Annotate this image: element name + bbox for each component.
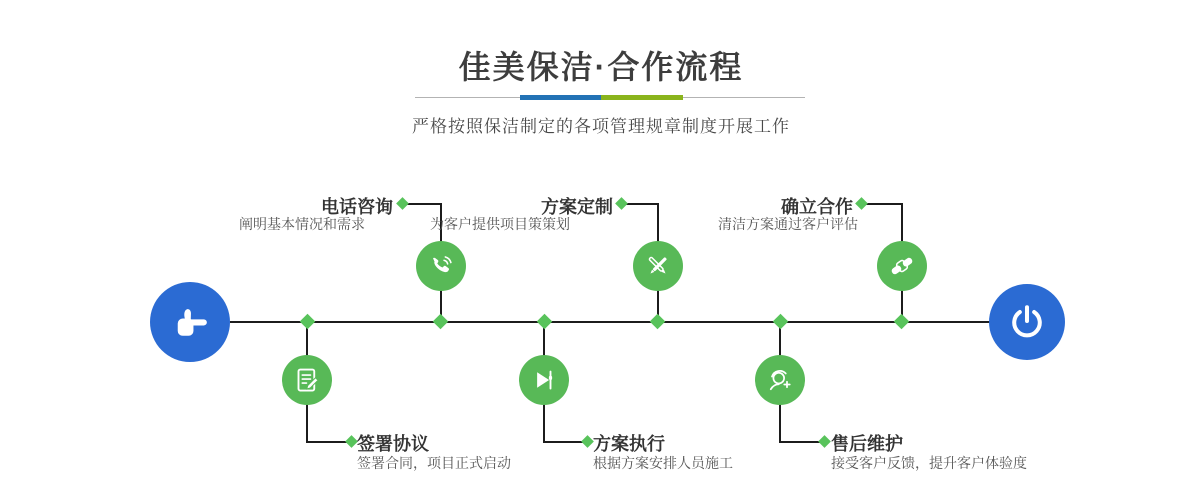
pointing-hand-icon bbox=[167, 299, 213, 345]
play-slider-icon bbox=[529, 365, 559, 395]
title-divider-green-segment bbox=[601, 95, 683, 100]
customer-service-icon bbox=[765, 365, 795, 395]
step-node bbox=[519, 355, 569, 405]
timeline-marker-diamond bbox=[773, 314, 789, 330]
handshake-icon bbox=[887, 251, 917, 281]
contract-icon bbox=[292, 365, 322, 395]
timeline-marker-diamond bbox=[650, 314, 666, 330]
title-divider-blue-segment bbox=[520, 95, 601, 100]
step-node bbox=[633, 241, 683, 291]
label-marker-diamond bbox=[581, 435, 594, 448]
step-title: 方案定制 bbox=[541, 197, 613, 217]
step-title: 确立合作 bbox=[781, 197, 853, 217]
step-title: 签署协议 bbox=[357, 434, 429, 454]
label-marker-diamond bbox=[818, 435, 831, 448]
timeline-marker-diamond bbox=[894, 314, 910, 330]
connector-horizontal bbox=[862, 203, 903, 205]
step-node bbox=[282, 355, 332, 405]
flow-end-node bbox=[989, 284, 1065, 360]
connector-horizontal bbox=[544, 441, 586, 443]
step-title: 售后维护 bbox=[831, 434, 903, 454]
step-node bbox=[877, 241, 927, 291]
crossed-pencils-icon bbox=[643, 251, 673, 281]
label-marker-diamond bbox=[855, 197, 868, 210]
step-subtitle: 阐明基本情况和需求 bbox=[239, 216, 365, 232]
timeline-marker-diamond bbox=[537, 314, 553, 330]
label-marker-diamond bbox=[345, 435, 358, 448]
page-title: 佳美保洁·合作流程 bbox=[458, 49, 744, 85]
step-node bbox=[755, 355, 805, 405]
step-subtitle: 根据方案安排人员施工 bbox=[593, 455, 733, 471]
timeline-marker-diamond bbox=[300, 314, 316, 330]
step-subtitle: 为客户提供项目策策划 bbox=[430, 216, 570, 232]
phone-icon bbox=[426, 251, 456, 281]
connector-horizontal bbox=[307, 441, 350, 443]
flow-start-node bbox=[150, 282, 230, 362]
step-subtitle: 清洁方案通过客户评估 bbox=[718, 216, 858, 232]
step-title: 电话咨询 bbox=[321, 197, 393, 217]
power-icon bbox=[1006, 301, 1048, 343]
label-marker-diamond bbox=[615, 197, 628, 210]
step-subtitle: 签署合同，项目正式启动 bbox=[357, 455, 511, 471]
step-title: 方案执行 bbox=[593, 434, 665, 454]
label-marker-diamond bbox=[396, 197, 409, 210]
timeline-main-line bbox=[230, 321, 990, 323]
connector-horizontal bbox=[780, 441, 823, 443]
step-node bbox=[416, 241, 466, 291]
step-subtitle: 接受客户反馈，提升客户体验度 bbox=[831, 455, 1027, 471]
timeline-marker-diamond bbox=[433, 314, 449, 330]
page-subtitle: 严格按照保洁制定的各项管理规章制度开展工作 bbox=[412, 117, 790, 136]
